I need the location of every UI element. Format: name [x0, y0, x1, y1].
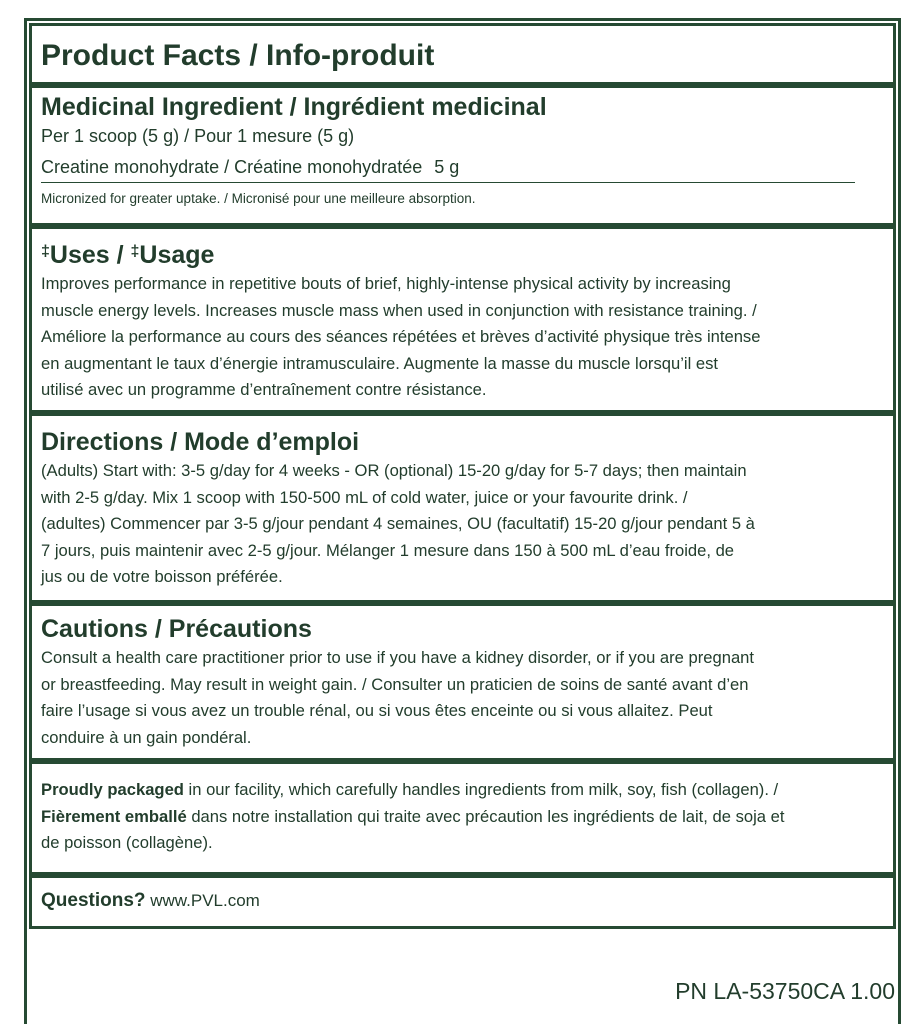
- packaging-text-en: in our facility, which carefully handles ingredients from milk, soy, fish (collagen). /: [183, 780, 779, 799]
- packaging-bold-fr: Fièrement emballé: [41, 806, 187, 826]
- cautions-section: [29, 603, 896, 761]
- part-number: PN LA-53750CA 1.00: [675, 978, 895, 1004]
- uses-heading-en: Uses /: [49, 241, 131, 269]
- micronized-note: Micronized for greater uptake. / Micronisé pour une meilleure absorption.: [41, 191, 476, 206]
- directions-heading: Directions / Mode d’emploi: [41, 428, 360, 456]
- serving-size: Per 1 scoop (5 g) / Pour 1 mesure (5 g): [41, 126, 355, 146]
- uses-heading: [41, 238, 884, 269]
- uses-line: Improves performance in repetitive bouts of brief, highly-intense physical activity by increasing: [41, 274, 731, 293]
- header-section: [29, 23, 896, 85]
- uses-heading-fr: Usage: [139, 241, 215, 269]
- packaging-bold-en: Proudly packaged: [41, 780, 184, 799]
- directions-line: jus ou de votre boisson préférée.: [41, 567, 283, 587]
- packaging-line-fr: [41, 804, 884, 831]
- cautions-line: Consult a health care practitioner prior to use if you have a kidney disorder, or if you are pregnant: [41, 648, 755, 667]
- uses-marker: ‡: [41, 243, 50, 260]
- page-title: Product Facts / Info-produit: [41, 39, 435, 72]
- uses-section: [29, 226, 896, 413]
- packaging-section: [29, 761, 896, 875]
- medicinal-ingredient-section: [29, 85, 896, 226]
- website-link[interactable]: www.PVL.com: [150, 891, 260, 910]
- cautions-line: faire l’usage si vous avez un trouble rénal, ou si vous êtes enceinte ou si vous allaitez. Peut: [41, 701, 713, 721]
- uses-line: utilisé avec un programme d’entraînement contre résistance.: [41, 380, 487, 400]
- cautions-heading: Cautions / Précautions: [41, 615, 312, 643]
- ingredient-name: Creatine monohydrate / Créatine monohydratée: [41, 157, 423, 177]
- ingredient-amount: 5 g: [434, 157, 460, 177]
- cautions-body: [41, 645, 884, 751]
- questions-line: [41, 890, 884, 912]
- medicinal-heading: Medicinal Ingredient / Ingrédient medicinal: [41, 93, 547, 121]
- directions-line: with 2-5 g/day. Mix 1 scoop with 150-500 mL of cold water, juice or your favourite drink. /: [41, 487, 688, 507]
- ingredient-row: [41, 156, 855, 183]
- questions-label: Questions?: [41, 890, 146, 911]
- uses-body: [41, 271, 884, 404]
- cautions-line: or breastfeeding. May result in weight gain. / Consulter un praticien de soins de santé avant d’en: [41, 674, 749, 694]
- uses-line: Améliore la performance au cours des séances répétées et brèves d’activité physique très intense: [41, 327, 761, 347]
- packaging-text-fr: dans notre installation qui traite avec précaution les ingrédients de lait, de soja et: [186, 806, 785, 826]
- packaging-body: [41, 777, 884, 857]
- directions-line: 7 jours, puis maintenir avec 2-5 g/jour. Mélanger 1 mesure dans 150 à 500 mL d’eau froide, de: [41, 540, 735, 560]
- uses-line: muscle energy levels. Increases muscle mass when used in conjunction with resistance training. /: [41, 300, 757, 320]
- directions-line: (adultes) Commencer par 3-5 g/jour pendant 4 semaines, OU (facultatif) 15-20 g/jour pendant 5 à: [41, 514, 755, 534]
- cautions-line: conduire à un gain pondéral.: [41, 727, 252, 747]
- questions-section: [29, 875, 896, 929]
- directions-body: [41, 458, 884, 591]
- usage-marker: ‡: [130, 243, 140, 260]
- packaging-line-fr-cont: de poisson (collagène).: [41, 833, 213, 853]
- uses-line: en augmentant le taux d’énergie intramusculaire. Augmente la masse du muscle lorsqu’il est: [41, 353, 719, 373]
- directions-line: (Adults) Start with: 3-5 g/day for 4 weeks - OR (optional) 15-20 g/day for 5-7 days; then maintain: [41, 461, 747, 480]
- packaging-line-en: [41, 777, 884, 804]
- directions-section: [29, 413, 896, 603]
